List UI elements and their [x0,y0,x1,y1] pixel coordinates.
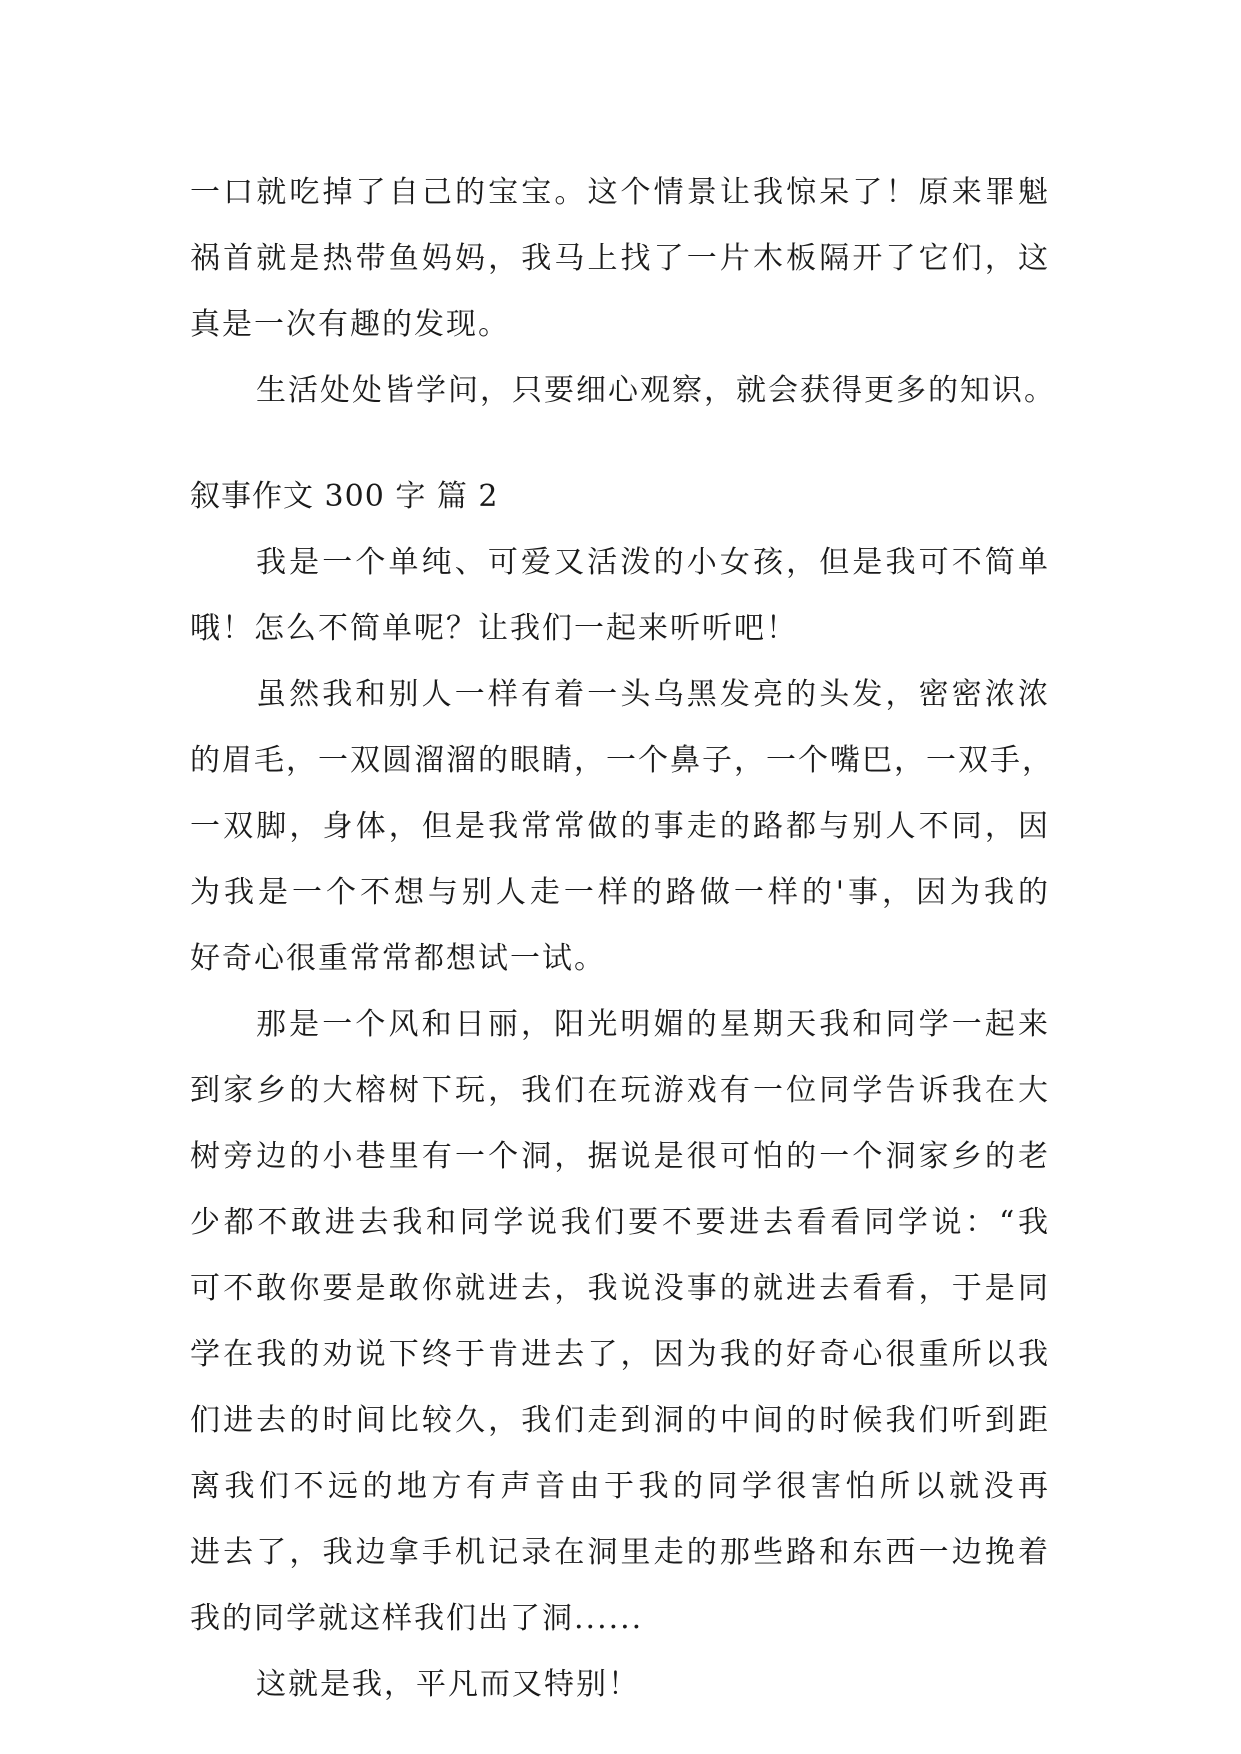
text-line: 哦！怎么不简单呢？让我们一起来听听吧！ [190,611,798,646]
text-line: 一口就吃掉了自己的宝宝。这个情景让我惊呆了！原来罪魁 [190,175,1050,210]
text-line: 生活处处皆学问，只要细心观察，就会获得更多的知识。 [256,373,1056,408]
paragraph-2 [190,358,1056,424]
text-line: 学在我的劝说下终于肯进去了，因为我的好奇心很重所以我 [190,1337,1050,1372]
text-line: 好奇心很重常常都想试一试。 [190,941,606,976]
text-line: 可不敢你要是敢你就进去，我说没事的就进去看看，于是同 [190,1271,1050,1306]
section-heading: 叙事作文 300 字 篇 2 [190,479,499,514]
paragraph-6 [190,1652,1050,1718]
paragraph-4 [190,662,1054,992]
paragraph-3 [190,530,1050,662]
text-line: 离我们不远的地方有声音由于我的同学很害怕所以就没再 [190,1469,1050,1504]
text-line: 真是一次有趣的发现。 [190,307,510,342]
text-line: 一双脚，身体，但是我常常做的事走的路都与别人不同，因 [190,809,1050,844]
text-line: 我是一个单纯、可爱又活泼的小女孩，但是我可不简单 [256,545,1050,580]
paragraph-1 [190,160,1050,358]
text-line: 这就是我，平凡而又特别！ [256,1667,640,1702]
text-line: 虽然我和别人一样有着一头乌黑发亮的头发，密密浓浓 [256,677,1050,712]
text-line: 我的同学就这样我们出了洞...... [190,1601,644,1636]
section-gap [190,424,1050,464]
text-line: 的眉毛，一双圆溜溜的眼睛，一个鼻子，一个嘴巴，一双手， [190,743,1054,778]
text-line: 进去了，我边拿手机记录在洞里走的那些路和东西一边挽着 [190,1535,1050,1570]
text-line: 树旁边的小巷里有一个洞，据说是很可怕的一个洞家乡的老 [190,1139,1050,1174]
text-line: 那是一个风和日丽，阳光明媚的星期天我和同学一起来 [256,1007,1050,1042]
text-line: 到家乡的大榕树下玩，我们在玩游戏有一位同学告诉我在大 [190,1073,1050,1108]
text-line: 少都不敢进去我和同学说我们要不要进去看看同学说：“我 [190,1205,1050,1240]
text-line: 为我是一个不想与别人走一样的路做一样的'事，因为我的 [190,875,1050,910]
text-line: 祸首就是热带鱼妈妈，我马上找了一片木板隔开了它们，这 [190,241,1050,276]
text-line: 们进去的时间比较久，我们走到洞的中间的时候我们听到距 [190,1403,1050,1438]
paragraph-5 [190,992,1050,1652]
document-page [190,160,1056,1718]
